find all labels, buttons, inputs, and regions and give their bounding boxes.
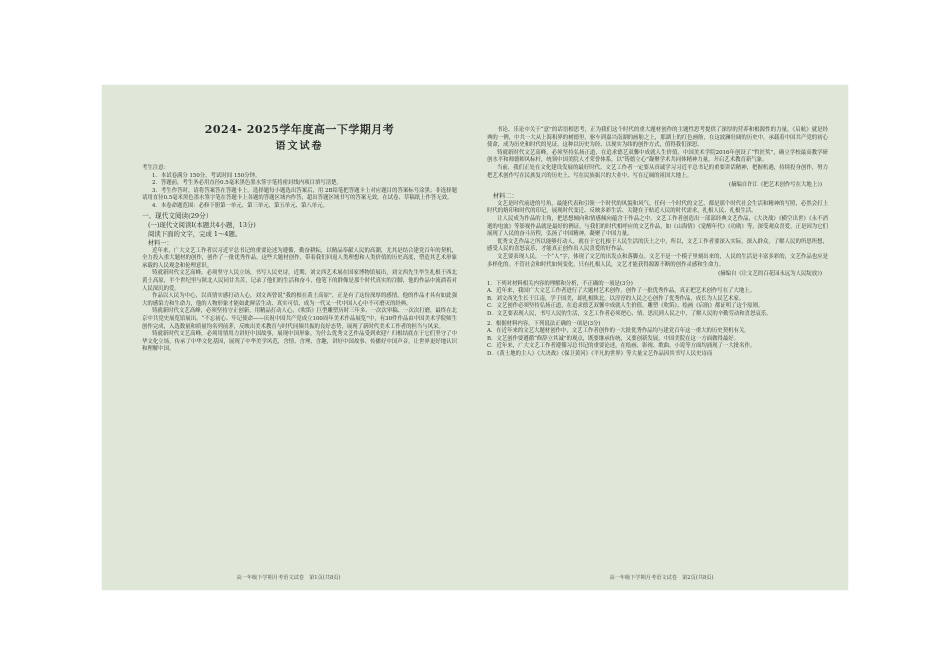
material-paragraph: 文艺是时代前进的号角，最能代表和引领一个时代的风貌和风气。任何一个时代的文艺，都是那个时代社会生活和精神的写照，必然会打上时代的烙印和时代的印记。展现时代变迁、反映多彩生活、关键在于贴近人民的时代需求，扎根人民、扎根生活。 [487,200,828,215]
reading-instruction: 阅读下面的文字，完成 1～4题。 [148,229,242,238]
notice-heading: 考生注意： [142,165,169,171]
material-paragraph: 书论、乐论中关于“意”的话语相思考，正为我们这个时代的重大题材创作的主题性思考提供了深厚的营养和根源性的力量。《启航》就是经典的一例，中共一大从上海租界的树德里，驱车到嘉兴南湖的画舫之上，那湖上的红色画舫，在这波澜壮阔的历史中，承载着中国共产党的初心使命，成为历史和时代的见证，这种以历史为经、以现实为纬的创作方式，值得我们深思。 [487,127,828,149]
material-paragraph: 文艺要表现人民，一个“人”字，体现了文艺的出发点和落脚点。文艺不是一个模子里刻出来的，人民的生活是丰富多彩的，文艺作品也应是多样化的。不管社会和时代如何变化，只有扎根人民，文艺才能获得源源不断的创作灵感和生命力。 [487,253,828,268]
material-paragraph: 铸就新时代文艺高峰，必须坚持弘扬正道，在追求德艺双馨中成就人生价值。中国美术学院2016年创设了“哲匠奖”，确立学校最高教学研创水平和师德师风标杆，统领中国美院人才荣誉体系，以“铸德立心”凝聚学术共同体精神力量，开启艺术教育新气象。 [487,149,828,164]
question-option: C．文艺创作必须坚持弘扬正道，在追求德艺双馨中成就人生价值，雕塑《吹笛》、绘画《启航》都证明了这个原则。 [487,303,764,310]
notice-item: 4．本卷命题范围：必修下册第一单元、第三单元、第五单元、第八单元。 [152,202,328,209]
exam-sheet [102,85,848,590]
material-paragraph: 铸就新时代文艺高峰，必须坚守人民立场，书写人民史诗，近期，刘文西艺术展在国家博物馆展出，刘文西先生毕生扎根于西北黄土高原，半个世纪里与陕北人民同甘共苦，记录了他们的生活和奋斗，他笔下的群像是那个时代真实的注脚，他的作品中流淌着对人民深沉的爱。 [142,270,457,292]
material-paragraph: 当前，我们正处在文化建设发展的最好时代，文艺工作者一定要从真诚学习习近平总书记的重要讲话精神，把握机遇，持续投身创作，努力把艺术创作写在民族复兴的历史上、写在民族振兴的大业中、写在辽阔的祖国大地上。 [487,164,828,179]
notice-item: 1．本试卷满分 150分，考试时间 150分钟。 [152,172,261,179]
material-paragraph: 优秀文艺作品之所以能够打动人，就在于它扎根于人民生活的沃土之中，所以，文艺工作者要深入实际，深入群众，了解人民的所思所想，感受人民的喜怒哀乐，才能真正创作出人民喜爱的好作品。 [487,238,828,253]
question-option: A．近年来，我国广大文艺工作者进行了大题材艺术创作，创作了一批优秀作品，真正把艺术创作写在了大地上。 [487,288,756,295]
source-citation: (摘编自许江《把艺术创作写在大地上》) [728,182,822,189]
question-option: C．近年来，广大文艺工作者遵循习总书记的重要论述，在绘画、影视、歌曲、小说等方面均涌现了一大批名作。 [487,343,756,350]
material-paragraph: 铸就新时代文艺高峰，必须用情用力讲好中国故事，展现中国形象。为什么优秀文艺作品受到欢迎？归根结底在于它们坚守了中华文化立场，传承了中华文化基因，展现了中华美学风范，含情、含理、含趣，讲好中国故事、传播好中国声音，让世界更好地认识和理解中国。 [142,331,457,353]
section-heading: 一、现代文阅读(29分） [142,211,213,220]
question-option: B．刘文西先生长于江南，学于国美，却扎根陕北，以淳淳的人民之心创作了优秀作品，成长为人民艺术家。 [487,295,745,302]
material-paragraph: 作品以人民为中心，以真情实感打动人心，刘文西曾说“我的根在黄土高原”，正是有了这份深厚的感情，他的作品才具有如此强大的感染力和生命力，他的人物形象才能如此鲜活生动、真实可信，成为一代又一代中国人心中不可磨灭的经典。 [142,293,457,307]
question-option: D．《黄土地的主人》《大决战》《保卫黄河》《平凡的世界》等大量文艺作品因其书写人民史诗而 [487,351,713,358]
question-stem: 2．根据材料内容，下列说法正确的一项是(3分) [487,320,601,327]
page-right [475,85,848,590]
exam-title: 2024- 2025学年度高一下学期月考 [204,123,395,136]
question-stem: 1．下列对材料相关内容的理解和分析，不正确的一项是(3分) [487,280,633,287]
question-option: A．在近年来的文艺大题材创作中，文艺工作者创作的一大批优秀作品均与建党百年这一重大的历史契机有关。 [487,328,750,335]
question-option: B．文艺创作要遵循“修辞立其诚”的观点，既要继承传统，又要创新发展，中国美院在这一方面做得最好。 [487,335,740,342]
page-footer-right: 高一年级下学期月考语文试卷 第2页(共8页) [609,575,714,581]
source-citation: (摘编自《让文艺的百花园永远为人民绽放》) [718,271,822,278]
material-paragraph: 铸就新时代文艺高峰，必须坚持守正创新，用精品打动人心，《吹笛》巨型雕塑历时三年多、一次次审稿、一次次打磨，最终在北京中共党史展览馆展出。“不忘初心、牢记使命——庆祝中国共产党成立100周年美术作品展览”中，有30件作品由中国美术学院师生创作完成，入选数量和质量均名列前茅，反映出美术教育与时代同频共振的良好态势，展现了新时代美术工作者的担当与风采。 [142,308,457,330]
notice-item: 2．答题前，考生务必用直径0.5毫米黑色墨水签字笔将密封线内项目填写清楚。 [152,180,342,187]
page-left [102,85,475,590]
subsection-heading: (一)现代文阅读Ⅰ(本题共4小题，13分) [148,220,256,229]
material-label: 材料二： [493,192,518,200]
question-option: D．文艺要表现人民，书写人民的生活，文艺工作者必须把心、情、思沉到人民之中，了解人民的辛勤劳动和喜怒哀乐。 [487,311,772,318]
material-label: 材料一： [148,239,173,247]
material-paragraph: 让人民成为作品的主角，把思想倾向和情感倾向蕴含于作品之中。文艺工作者创造出一部部经典文艺作品，《大决战》《横空出世》《永不消逝的电波》等影视作品就是最好的例证。与我们的时代相呼应的文艺作品，如《山海情》《觉醒年代》《功勋》等，深受观众喜爱，正是因为它们展现了人民的奋斗历程，弘扬了中国精神，凝聚了中国力量。 [487,215,828,238]
page-footer-left: 高一年级下学期月考语文试卷 第1页(共8页) [236,575,341,581]
material-paragraph: 近年来，广大文艺工作者以习近平总书记的重要论述为遵循，勤奋耕耘，以精品奉献人民的高潮，尤其是结合建党百年的契机，全力投入重大题材的创作，创作了一批优秀作品。这些大题材创作，带着我们回返人类理想和人类价值的历史高度，塑造其艺术形象承载的人民观念和伦理意识。 [142,247,457,269]
exam-subtitle: 语文试卷 [275,141,324,152]
notice-item: 3．考生作答时，请将答案答在答题卡上。选择题每小题选出答案后，用 2B铅笔把答题卡上对应题目的答案标号涂黑；非选择题请用直径0.5毫米黑色墨水签字笔在答题卡上各题的答题区域内作答，超出答题区域书写的答案无效，在试卷、草稿纸上作答无效。 [142,187,457,202]
